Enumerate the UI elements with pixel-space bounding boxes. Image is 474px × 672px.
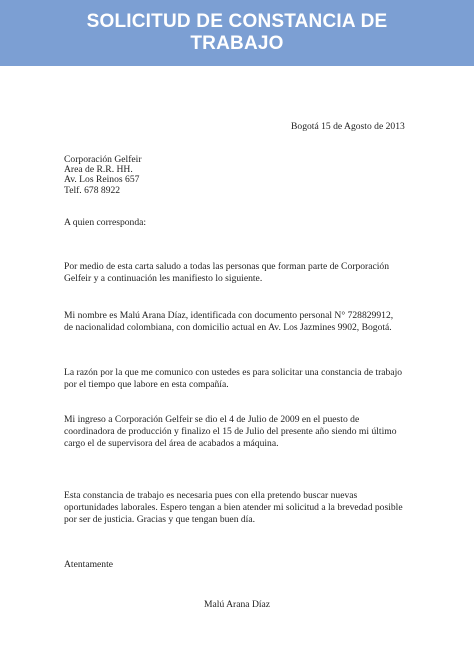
- paragraph-line: Por medio de esta carta saludo a todas las personas que forman parte de Corporación: [64, 261, 390, 272]
- paragraph-line: cargo el de supervisora del área de acabados a máquina.: [64, 438, 279, 450]
- recipient-company: Corporación Gelfeir: [64, 154, 142, 165]
- signature-name: Malú Arana Díaz: [204, 599, 271, 610]
- title-line-2: TRABAJO: [190, 33, 284, 54]
- recipient-address: [64, 155, 142, 196]
- paragraph-line: oportunidades laborales. Espero tengan a bien atender mi solicitud a la brevedad posible: [64, 502, 403, 514]
- paragraph-line: por el tiempo que labore en esta compañía.: [64, 379, 229, 391]
- paragraph-1: [64, 261, 389, 285]
- paragraph-line: La razón por la que me comunico con ustedes es para solicitar una constancia de trabajo: [64, 367, 403, 378]
- greeting: A quien corresponda:: [64, 217, 147, 228]
- paragraph-line: Gelfeir y a continuación les manifiesto lo siguiente.: [64, 273, 263, 285]
- paragraph-line: Esta constancia de trabajo es necesaria pues con ella pretendo buscar nuevas: [64, 490, 358, 501]
- paragraph-5: [64, 490, 403, 527]
- paragraph-3: [64, 367, 402, 391]
- recipient-department: Area de R.R. HH.: [64, 164, 133, 176]
- recipient-phone: Telf. 678 8922: [64, 184, 121, 196]
- paragraph-line: Mi ingreso a Corporación Gelfeir se dio el 4 de Julio de 2009 en el puesto de: [64, 414, 360, 425]
- paragraph-line: de nacionalidad colombiana, con domicilio actual en Av. Los Jazmines 9902, Bogotá.: [64, 322, 392, 334]
- paragraph-4: [64, 414, 397, 451]
- recipient-street: Av. Los Reinos 657: [64, 174, 140, 186]
- paragraph-2: [64, 310, 393, 334]
- paragraph-line: Mi nombre es Malú Arana Díaz, identificada con documento personal N° 728829912,: [64, 310, 394, 321]
- title-banner: [0, 0, 474, 66]
- letter-date: Bogotá 15 de Agosto de 2013: [291, 121, 405, 132]
- title-line-1: SOLICITUD DE CONSTANCIA DE: [86, 11, 388, 32]
- paragraph-line: coordinadora de producción y finalizo el 15 de Julio del presente año siendo mi último: [64, 426, 397, 438]
- closing: Atentamente: [64, 559, 114, 570]
- paragraph-line: por ser de justicia. Gracias y que tengan buen día.: [64, 514, 256, 526]
